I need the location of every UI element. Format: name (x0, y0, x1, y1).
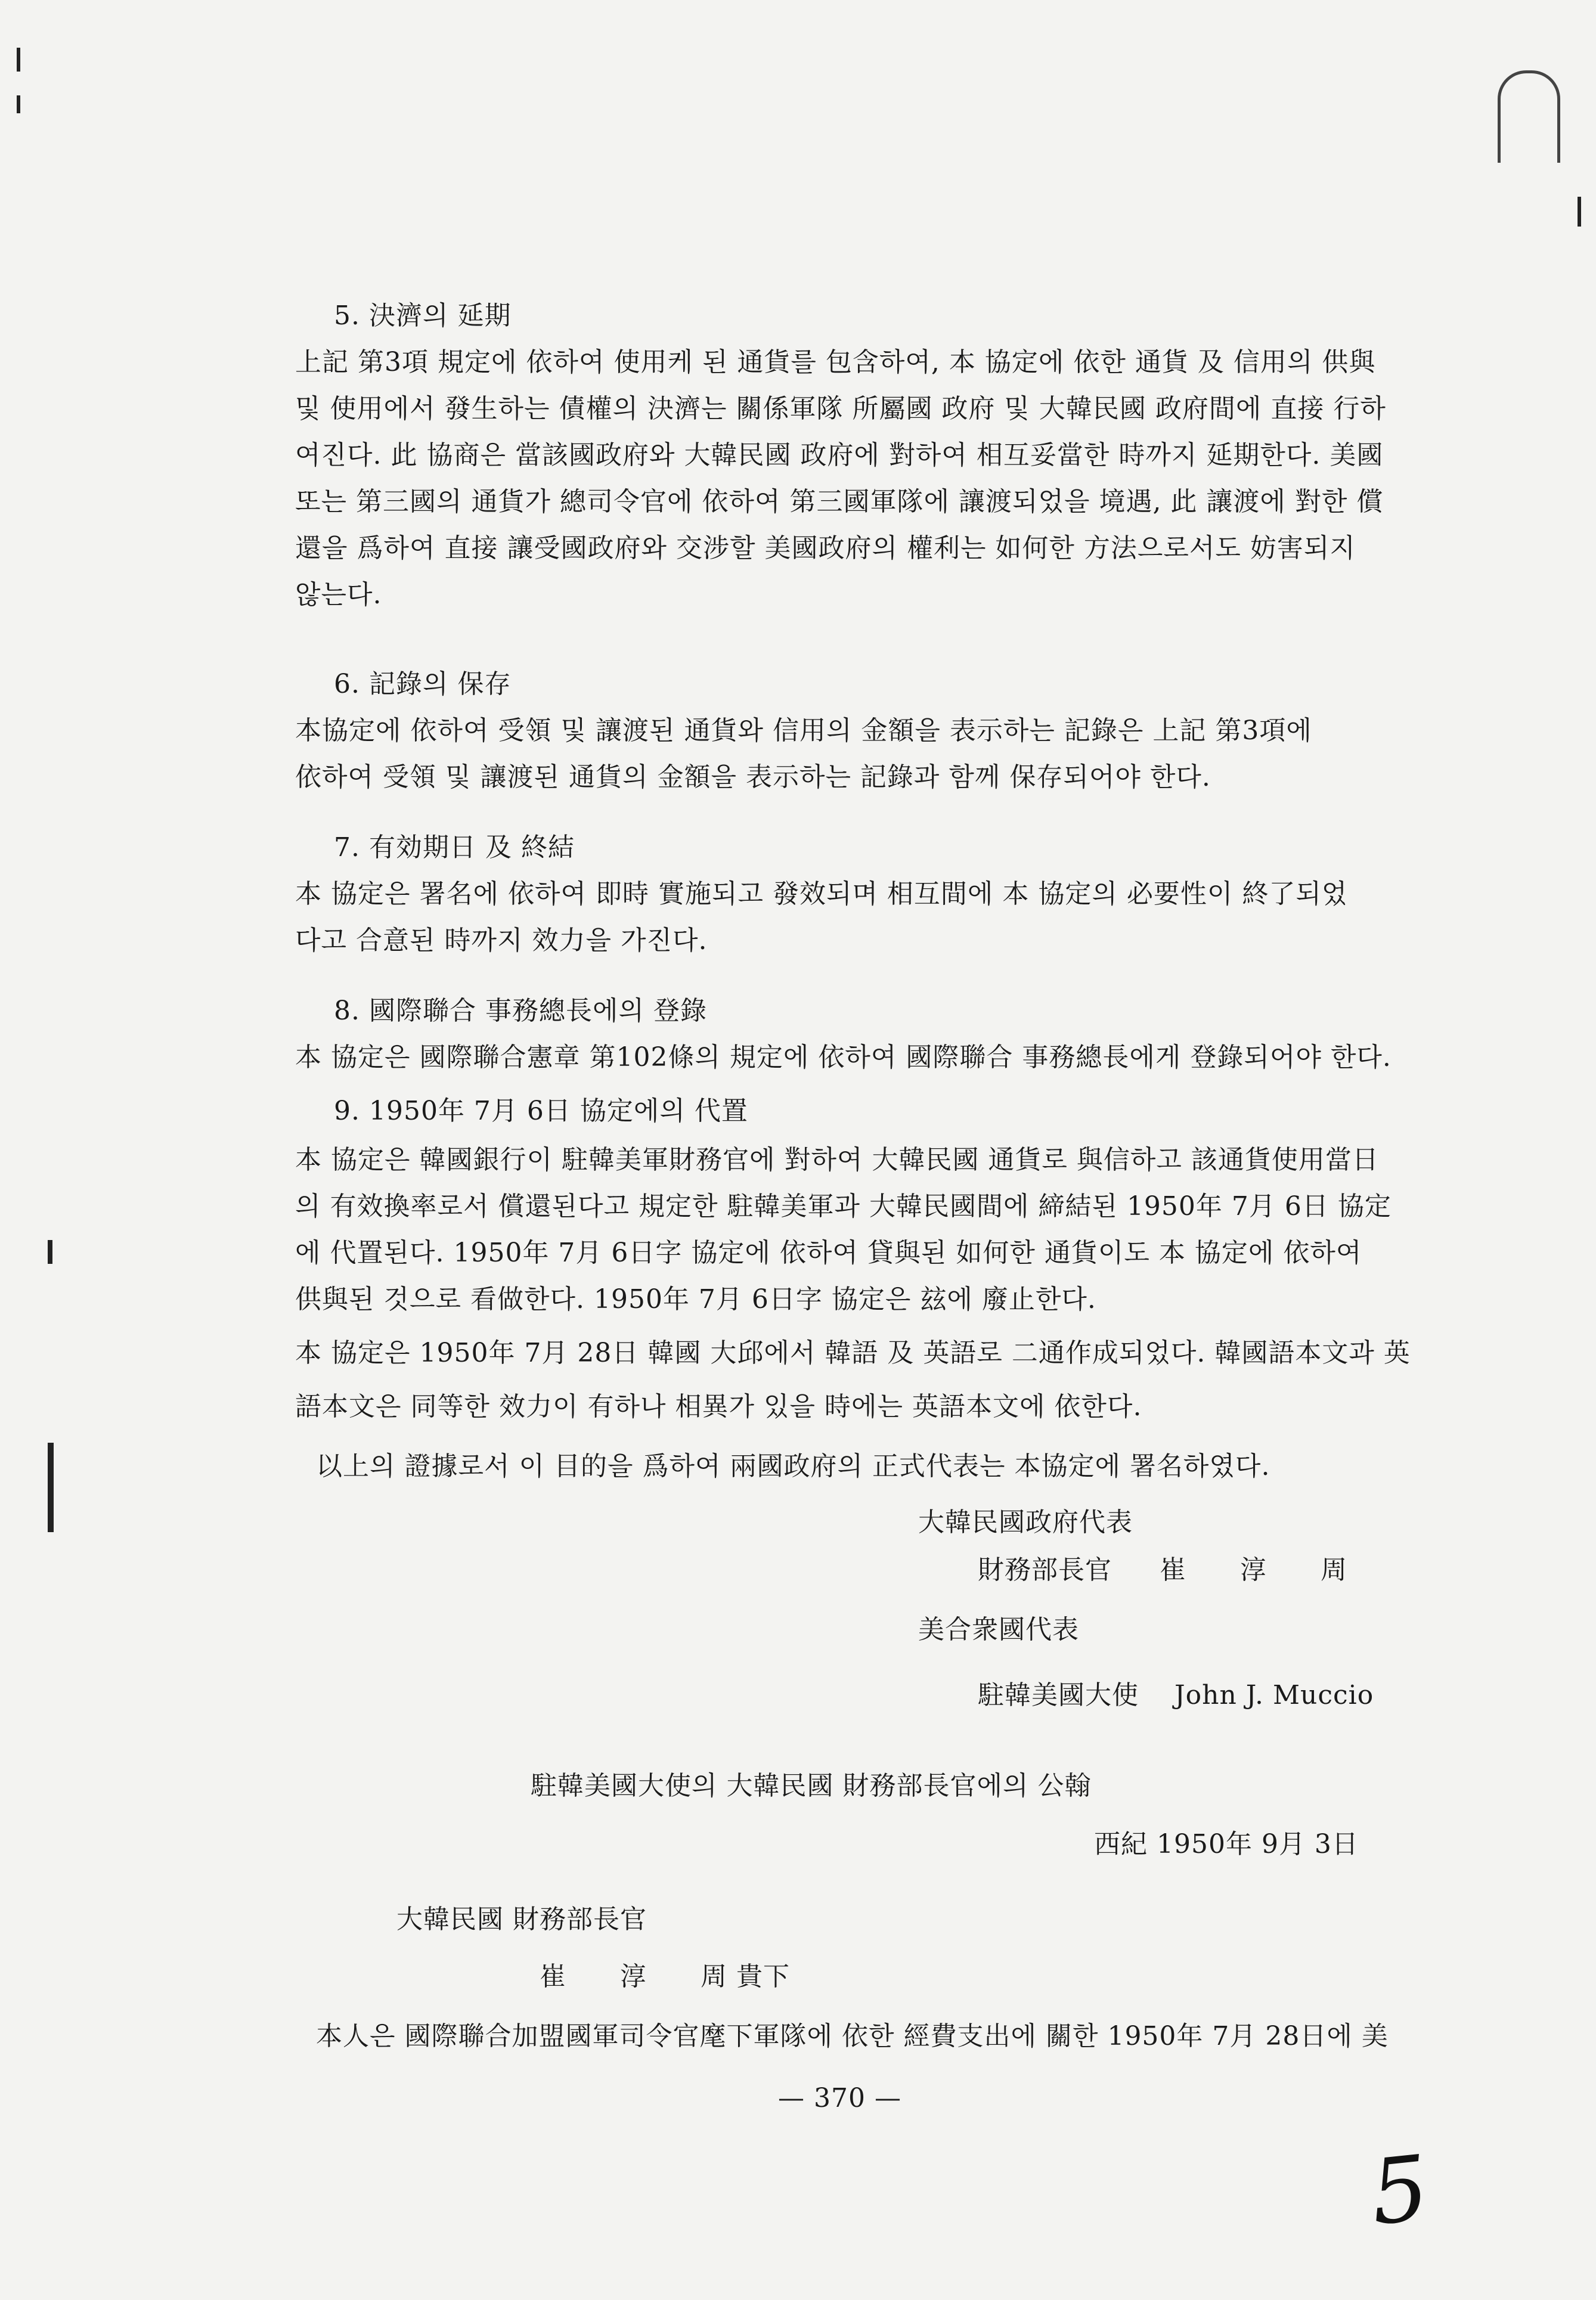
section-9-line: 供與된 것으로 看做한다. 1950年 7月 6日字 協定은 玆에 廢止한다. (295, 1284, 1096, 1315)
section-9-line: 本 協定은 韓國銀行이 駐韓美軍財務官에 對하여 大韓民國 通貨로 與信하고 該通貨使用當日 (295, 1145, 1379, 1175)
letter-title: 駐韓美國大使의 大韓民國 財務部長官에의 公翰 (531, 1771, 1092, 1801)
section-5-line: 및 使用에서 發生하는 債權의 決濟는 關係軍隊 所屬國 政府 및 大韓民國 政府間에 直接 行하 (295, 393, 1386, 424)
corner-binding-mark (1498, 70, 1560, 163)
section-9-line: 本 協定은 1950年 7月 28日 韓國 大邱에서 韓語 及 英語로 二通作成되었다. 韓國語本文과 英 (295, 1338, 1411, 1368)
section-9-line: 以上의 證據로서 이 目的을 爲하여 兩國政府의 正式代表는 本協定에 署名하였다. (316, 1451, 1270, 1481)
section-6-heading: 6. 記錄의 保存 (334, 669, 512, 699)
section-7-line: 本 協定은 署名에 依하여 即時 實施되고 發效되며 相互間에 本 協定의 必要性이 終了되었 (295, 879, 1348, 909)
section-9-line: 의 有效換率로서 償還된다고 規定한 駐韓美軍과 大韓民國間에 締結된 1950年 7月 6日 協定 (295, 1191, 1392, 1222)
section-5-line: 上記 第3項 規定에 依하여 使用케 된 通貨를 包含하여, 本 協定에 依한 通貨 及 信用의 供與 (295, 347, 1376, 377)
margin-mark (48, 1240, 52, 1264)
korea-signatory-name: 崔 淳 周 (1160, 1555, 1347, 1585)
margin-mark (17, 95, 20, 113)
section-5-line: 還을 爲하여 直接 讓受國政府와 交涉할 美國政府의 權利는 如何한 方法으로서도 妨害되지 (295, 533, 1356, 563)
us-signatory-name: John J. Muccio (1174, 1680, 1374, 1710)
letter-date: 西紀 1950年 9月 3日 (1094, 1829, 1359, 1859)
korea-representative: 大韓民國政府代表 (918, 1507, 1133, 1538)
section-9-heading: 9. 1950年 7月 6日 協定에의 代置 (334, 1096, 748, 1126)
margin-mark (17, 48, 20, 72)
section-6-line: 依하여 受領 및 讓渡된 通貨의 金額을 表示하는 記錄과 함께 保存되어야 한다. (295, 762, 1211, 792)
letter-body-line: 本人은 國際聯合加盟國軍司令官麾下軍隊에 依한 經費支出에 關한 1950年 7月 28日에 美 (316, 2021, 1389, 2051)
margin-mark (1578, 197, 1581, 227)
section-5-heading: 5. 決濟의 延期 (334, 300, 512, 331)
section-7-line: 다고 合意된 時까지 效力을 가진다. (295, 925, 708, 956)
section-8-heading: 8. 國際聯合 事務總長에의 登錄 (334, 996, 707, 1026)
section-8-line: 本 協定은 國際聯合憲章 第102條의 規定에 依하여 國際聯合 事務總長에게 登錄되어야 한다. (295, 1042, 1392, 1072)
section-5-line: 또는 第三國의 通貨가 總司令官에 依하여 第三國軍隊에 讓渡되었을 境遇, 此 讓渡에 對한 償 (295, 486, 1384, 517)
us-signatory-title: 駐韓美國大使 (978, 1680, 1139, 1710)
letter-addressee-title: 大韓民國 財務部長官 (396, 1904, 647, 1935)
page-number: — 370 — (778, 2083, 901, 2113)
section-6-line: 本協定에 依하여 受領 및 讓渡된 通貨와 信用의 金額을 表示하는 記錄은 上記 第3項에 (295, 715, 1312, 746)
section-7-heading: 7. 有効期日 及 終結 (334, 832, 575, 863)
korea-signatory-title: 財務部長官 (978, 1555, 1112, 1585)
handwritten-page-mark: 5 (1366, 2136, 1434, 2246)
section-9-line: 에 代置된다. 1950年 7月 6日字 協定에 依하여 貸與된 如何한 通貨이도 本 協定에 依하여 (295, 1238, 1362, 1268)
letter-addressee-name: 崔 淳 周 貴下 (540, 1961, 790, 1992)
section-9-line: 語本文은 同等한 效力이 有하나 相異가 있을 時에는 英語本文에 依한다. (295, 1391, 1142, 1422)
section-5-line: 않는다. (295, 579, 382, 610)
section-5-line: 여진다. 此 協商은 當該國政府와 大韓民國 政府에 對하여 相互妥當한 時까지 延期한다. 美國 (295, 440, 1384, 470)
us-representative: 美合衆國代表 (918, 1614, 1079, 1645)
margin-mark (48, 1443, 54, 1532)
